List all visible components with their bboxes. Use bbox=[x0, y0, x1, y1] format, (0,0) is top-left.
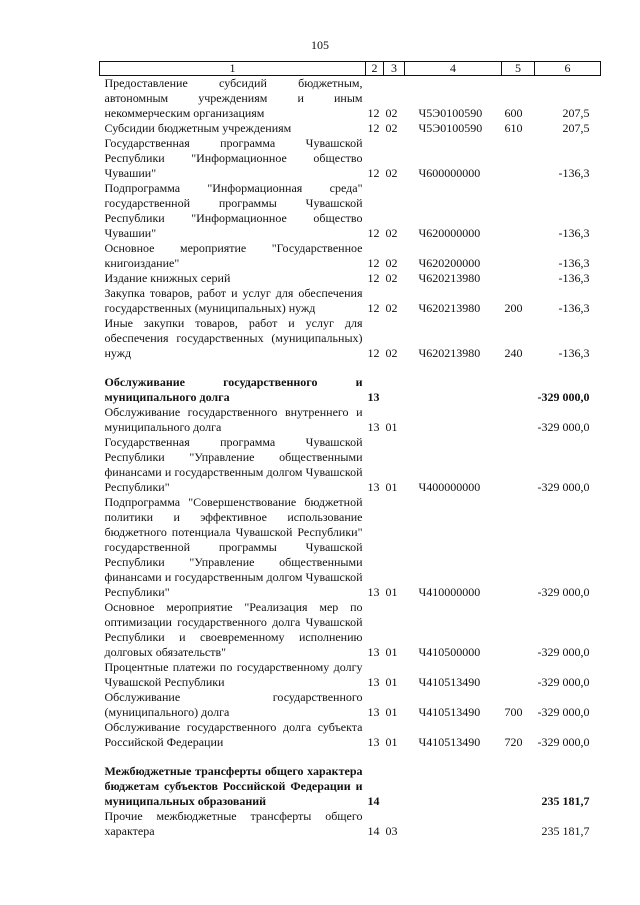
header-col-2: 2 bbox=[366, 62, 384, 76]
header-col-6: 6 bbox=[535, 62, 601, 76]
row-name: Закупка товаров, работ и услуг для обеспечения государственных (муниципальных) нужд bbox=[104, 286, 363, 315]
row-section: 12 bbox=[367, 106, 380, 120]
row-name: Межбюджетные трансферты общего характера бюджетам субъектов Российской Федерации и муниципальных образований bbox=[104, 764, 363, 808]
row-subsection: 01 bbox=[385, 585, 398, 599]
row-subsection: 02 bbox=[385, 271, 398, 285]
row-amount: -136,3 bbox=[558, 271, 590, 285]
row-section: 13 bbox=[367, 645, 380, 659]
header-row bbox=[100, 62, 601, 76]
row-expense-type: 720 bbox=[504, 735, 523, 749]
row-name: Обслуживание государственного и муниципального долга bbox=[104, 375, 363, 404]
table-header bbox=[100, 62, 601, 76]
table-row bbox=[100, 809, 601, 839]
row-name: Обслуживание государственного долга субъекта Российской Федерации bbox=[104, 720, 363, 749]
row-subsection: 01 bbox=[385, 735, 398, 749]
row-name: Подпрограмма "Информационная среда" государственной программы Чувашской Республики "Информационное общество Чувашии" bbox=[104, 181, 363, 240]
row-amount: -136,3 bbox=[558, 166, 590, 180]
row-expense-type bbox=[502, 136, 535, 181]
table-row bbox=[100, 405, 601, 435]
row-target-code bbox=[405, 375, 502, 405]
row-amount: -136,3 bbox=[558, 346, 590, 360]
row-section: 12 bbox=[367, 166, 380, 180]
row-target-code: Ч410513490 bbox=[418, 705, 481, 719]
row-target-code: Ч400000000 bbox=[418, 480, 481, 494]
row-target-code: Ч410000000 bbox=[418, 585, 481, 599]
row-subsection: 02 bbox=[385, 226, 398, 240]
row-expense-type: 610 bbox=[504, 121, 523, 135]
row-target-code: Ч5Э0100590 bbox=[418, 121, 483, 135]
header-col-3: 3 bbox=[384, 62, 405, 76]
row-expense-type bbox=[502, 660, 535, 690]
row-amount: -329 000,0 bbox=[537, 735, 590, 749]
row-target-code bbox=[405, 764, 502, 809]
row-expense-type: 700 bbox=[504, 705, 523, 719]
table-row bbox=[100, 600, 601, 660]
row-subsection bbox=[384, 375, 405, 405]
row-subsection: 02 bbox=[385, 106, 398, 120]
row-name: Подпрограмма "Совершенствование бюджетной политики и эффективное использование бюджетного потенциала Чувашской Республики" государственной программы Чувашской Республики "Управление общественными финансами и государственным долгом Чувашской Республики" bbox=[104, 495, 363, 599]
row-section: 12 bbox=[367, 256, 380, 270]
row-name: Государственная программа Чувашской Республики "Информационное общество Чувашии" bbox=[104, 136, 363, 180]
table-row bbox=[100, 720, 601, 750]
row-amount: -136,3 bbox=[558, 301, 590, 315]
row-subsection: 02 bbox=[385, 121, 398, 135]
row-amount: -329 000,0 bbox=[537, 645, 590, 659]
row-expense-type bbox=[502, 241, 535, 271]
row-name: Издание книжных серий bbox=[104, 271, 231, 285]
row-expense-type bbox=[502, 600, 535, 660]
table-row bbox=[100, 435, 601, 495]
row-amount: -329 000,0 bbox=[537, 585, 590, 599]
row-expense-type: 240 bbox=[504, 346, 523, 360]
table-row bbox=[100, 121, 601, 136]
row-target-code: Ч600000000 bbox=[418, 166, 481, 180]
row-subsection bbox=[384, 764, 405, 809]
row-section: 14 bbox=[367, 794, 380, 808]
table-row bbox=[100, 495, 601, 600]
row-subsection: 01 bbox=[385, 480, 398, 494]
row-target-code: Ч620213980 bbox=[418, 301, 481, 315]
row-expense-type bbox=[502, 435, 535, 495]
row-expense-type bbox=[502, 375, 535, 405]
row-target-code: Ч410513490 bbox=[418, 735, 481, 749]
row-target-code: Ч620200000 bbox=[418, 256, 481, 270]
row-target-code: Ч620213980 bbox=[418, 271, 481, 285]
row-expense-type: 600 bbox=[504, 106, 523, 120]
row-section: 13 bbox=[367, 675, 380, 689]
row-section: 13 bbox=[367, 735, 380, 749]
row-amount: -329 000,0 bbox=[537, 420, 590, 434]
row-amount: -329 000,0 bbox=[537, 675, 590, 689]
row-amount: -136,3 bbox=[558, 226, 590, 240]
row-section: 12 bbox=[367, 121, 380, 135]
row-name: Процентные платежи по государственному долгу Чувашской Республики bbox=[104, 660, 363, 689]
row-subsection: 02 bbox=[385, 166, 398, 180]
row-target-code: Ч620213980 bbox=[418, 346, 481, 360]
table-row bbox=[100, 76, 601, 122]
header-col-4: 4 bbox=[405, 62, 502, 76]
row-name: Предоставление субсидий бюджетным, автономным учреждениям и иным некоммерческим организациям bbox=[104, 76, 363, 120]
row-expense-type bbox=[502, 764, 535, 809]
row-amount: 235 181,7 bbox=[541, 824, 590, 838]
row-amount: -329 000,0 bbox=[537, 390, 590, 404]
page-number: 105 bbox=[311, 38, 329, 52]
row-section: 12 bbox=[367, 226, 380, 240]
row-section: 13 bbox=[367, 420, 380, 434]
row-target-code bbox=[405, 405, 502, 435]
row-name: Субсидии бюджетным учреждениям bbox=[104, 121, 292, 135]
row-amount: 207,5 bbox=[562, 106, 590, 120]
row-name: Основное мероприятие "Государственное книгоиздание" bbox=[104, 241, 363, 270]
row-spacer bbox=[100, 361, 601, 375]
table-row bbox=[100, 241, 601, 271]
row-subsection: 02 bbox=[385, 301, 398, 315]
row-spacer bbox=[100, 750, 601, 764]
row-section: 13 bbox=[367, 390, 380, 404]
row-name: Обслуживание государственного (муниципального) долга bbox=[104, 690, 363, 719]
header-col-5: 5 bbox=[502, 62, 535, 76]
table-body bbox=[100, 76, 601, 840]
row-section: 13 bbox=[367, 480, 380, 494]
table-row bbox=[100, 660, 601, 690]
table-row bbox=[100, 316, 601, 361]
row-amount: 235 181,7 bbox=[541, 794, 590, 808]
row-amount: -329 000,0 bbox=[537, 705, 590, 719]
budget-table bbox=[99, 61, 601, 839]
row-expense-type bbox=[502, 809, 535, 839]
row-subsection: 03 bbox=[385, 824, 398, 838]
row-subsection: 02 bbox=[385, 256, 398, 270]
row-target-code bbox=[405, 809, 502, 839]
row-expense-type: 200 bbox=[504, 301, 523, 315]
row-name: Обслуживание государственного внутреннего и муниципального долга bbox=[104, 405, 363, 434]
row-section: 12 bbox=[367, 271, 380, 285]
table-row bbox=[100, 286, 601, 316]
row-subsection: 01 bbox=[385, 420, 398, 434]
row-subsection: 01 bbox=[385, 675, 398, 689]
row-section: 12 bbox=[367, 346, 380, 360]
row-amount: -136,3 bbox=[558, 256, 590, 270]
row-amount: 207,5 bbox=[562, 121, 590, 135]
table-row bbox=[100, 764, 601, 809]
row-amount: -329 000,0 bbox=[537, 480, 590, 494]
row-target-code: Ч410513490 bbox=[418, 675, 481, 689]
table-row bbox=[100, 375, 601, 405]
row-target-code: Ч410500000 bbox=[418, 645, 481, 659]
row-expense-type bbox=[502, 405, 535, 435]
row-name: Основное мероприятие "Реализация мер по оптимизации государственного долга Чувашской Республики и своевременному исполнению долговых обязательств" bbox=[104, 600, 363, 659]
row-name: Прочие межбюджетные трансферты общего характера bbox=[104, 809, 363, 838]
table-row bbox=[100, 690, 601, 720]
row-target-code: Ч620000000 bbox=[418, 226, 481, 240]
row-section: 13 bbox=[367, 705, 380, 719]
table-row bbox=[100, 271, 601, 286]
row-section: 13 bbox=[367, 585, 380, 599]
row-subsection: 01 bbox=[385, 645, 398, 659]
row-target-code: Ч5Э0100590 bbox=[418, 106, 483, 120]
row-subsection: 02 bbox=[385, 346, 398, 360]
table-row bbox=[100, 181, 601, 241]
row-name: Государственная программа Чувашской Республики "Управление общественными финансами и государственным долгом Чувашской Республики" bbox=[104, 435, 363, 494]
row-expense-type bbox=[502, 271, 535, 286]
row-expense-type bbox=[502, 181, 535, 241]
row-expense-type bbox=[502, 495, 535, 600]
row-section: 12 bbox=[367, 301, 380, 315]
header-col-1: 1 bbox=[100, 62, 366, 76]
row-name: Иные закупки товаров, работ и услуг для обеспечения государственных (муниципальных) нужд bbox=[104, 316, 363, 360]
table-row bbox=[100, 136, 601, 181]
row-subsection: 01 bbox=[385, 705, 398, 719]
row-section: 14 bbox=[367, 824, 380, 838]
